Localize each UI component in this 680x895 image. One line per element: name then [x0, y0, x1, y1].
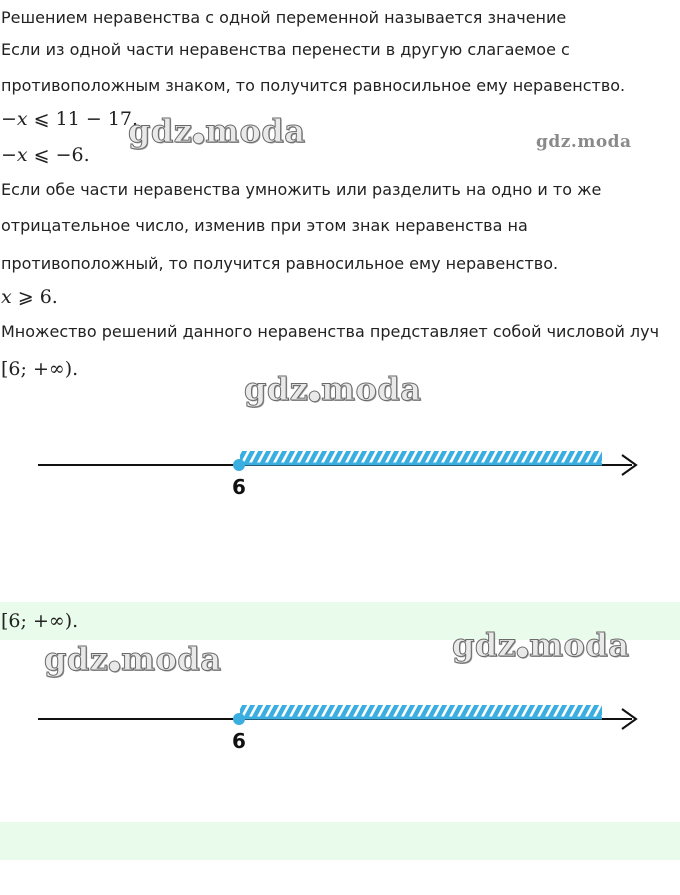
watermark-logo: gdz●moda: [244, 370, 422, 408]
math-step-2: −x ⩽ −6.: [1, 144, 90, 166]
answer-interval: [6; +∞).: [1, 610, 79, 632]
text-line-1: Решением неравенства с одной переменной называется значение: [1, 8, 567, 27]
text-line-7: Множество решений данного неравенства представляет собой числовой луч: [1, 322, 660, 341]
point-label: 6: [232, 475, 246, 499]
closed-point: [233, 713, 245, 725]
solution-hatch: [240, 705, 602, 717]
math-step-3: x ⩾ 6.: [1, 286, 58, 308]
answer-band-bottom: [0, 822, 680, 860]
text-line-6: противоположный, то получится равносильное ему неравенство.: [1, 254, 559, 273]
text-line-4: Если обе части неравенства умножить или разделить на одно и то же: [1, 180, 602, 199]
answer-number-line-diagram: [0, 694, 680, 754]
math-interval: [6; +∞).: [1, 358, 79, 380]
solution-hatch: [240, 451, 602, 463]
watermark-logo-small: gdz.moda: [536, 132, 632, 152]
closed-point: [233, 459, 245, 471]
text-line-3: противоположным знаком, то получится равносильное ему неравенство.: [1, 76, 626, 95]
text-line-2: Если из одной части неравенства перенести в другую слагаемое с: [1, 40, 570, 59]
math-step-1: −x ⩽ 11 − 17.: [1, 108, 139, 130]
watermark-logo: gdz●moda: [44, 640, 222, 678]
watermark-logo: gdz●moda: [128, 112, 306, 150]
point-label: 6: [232, 729, 246, 753]
text-line-5: отрицательное число, изменив при этом знак неравенства на: [1, 216, 528, 235]
watermark-logo: gdz●moda: [452, 626, 630, 664]
number-line-diagram: [0, 440, 680, 500]
